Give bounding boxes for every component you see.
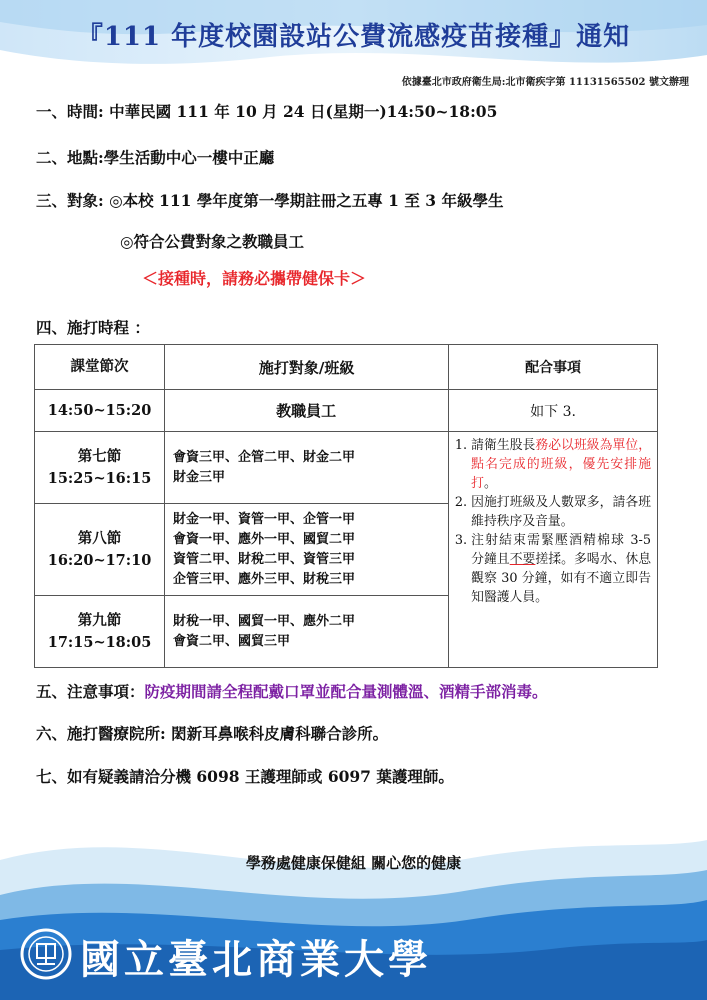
class-line: 財金三甲 xyxy=(173,469,226,485)
classes-cell: 教職員工 xyxy=(165,390,449,432)
time-line: 一、時間: 中華民國 111 年 10 月 24 日(星期一)14:50~18:05 xyxy=(36,102,498,121)
target-line-2: ◎符合公費對象之教職員工 xyxy=(120,232,305,251)
class-line: 會資二甲、國貿三甲 xyxy=(173,633,291,649)
note-underlined: 不要 xyxy=(509,552,536,567)
notes-cell xyxy=(449,432,658,668)
target-line: 三、對象: ◎本校 111 學年度第一學期註冊之五專 1 至 3 年級學生 xyxy=(36,191,504,210)
class-line: 財稅一甲、國貿一甲、應外二甲 xyxy=(173,613,356,629)
class-line: 會資一甲、應外一甲、國貿二甲 xyxy=(173,531,356,547)
page-title: 『111 年度校園設站公費流感疫苗接種』通知 xyxy=(76,22,631,52)
precautions-text: 防疫期間請全程配戴口罩並配合量測體溫、酒精手部消毒。 xyxy=(144,682,548,701)
notes-list xyxy=(455,436,651,607)
class-line: 財金一甲、資管一甲、企管一甲 xyxy=(173,511,356,527)
class-line: 資管二甲、財稅二甲、資管三甲 xyxy=(173,551,356,567)
table-header-row xyxy=(35,345,658,390)
precautions-label: 五、注意事項： xyxy=(36,682,145,701)
period-time: 15:25~16:15 xyxy=(47,469,152,487)
note-item xyxy=(471,531,651,607)
header-notes: 配合事項 xyxy=(449,345,658,390)
school-logo-icon xyxy=(20,928,72,980)
period-time: 16:20~17:10 xyxy=(47,551,152,569)
class-line: 會資三甲、企管二甲、財金二甲 xyxy=(173,449,356,465)
note-text: 因施打班級及人數眾多，請各班維持秩序及音量。 xyxy=(471,495,651,529)
classes-cell xyxy=(165,504,449,596)
note-text: 請衛生股長 xyxy=(471,438,536,453)
classes-cell xyxy=(165,432,449,504)
class-line: 企管三甲、應外三甲、財稅三甲 xyxy=(173,571,356,587)
document-source: 依據臺北市政府衛生局:北市衛疾字第 11131565502 號文辦理 xyxy=(401,77,689,88)
footer-slogan: 學務處健康保健組 關心您的健康 xyxy=(245,854,462,872)
table-row xyxy=(35,432,658,504)
header-classes: 施打對象/班級 xyxy=(165,345,449,390)
period-name: 第八節 xyxy=(77,529,122,547)
period-name: 第九節 xyxy=(77,611,122,629)
note-item xyxy=(471,436,651,493)
note-text: 搓揉。多喝水、休息觀察 30 分鐘，如有不適立即告知醫護人員。 xyxy=(471,552,652,605)
note-text: 注射結束需緊壓酒精棉球 3-5 分鐘且 xyxy=(471,533,651,567)
period-time: 17:15~18:05 xyxy=(47,633,152,651)
place-line: 二、地點:學生活動中心一樓中正廳 xyxy=(36,148,275,167)
health-card-notice: ＜接種時，請務必攜帶健保卡＞ xyxy=(142,269,367,288)
school-name: 國立臺北商業大學 xyxy=(80,936,432,983)
clinic-line: 六、施打醫療院所: 閎新耳鼻喉科皮膚科聯合診所。 xyxy=(36,724,389,743)
schedule-table xyxy=(34,344,658,668)
period-cell xyxy=(35,596,165,668)
period-cell xyxy=(35,504,165,596)
classes-cell xyxy=(165,596,449,668)
note-text: 。 xyxy=(483,476,497,491)
table-row xyxy=(35,390,658,432)
contact-line: 七、如有疑義請洽分機 6098 王護理師或 6097 葉護理師。 xyxy=(36,767,454,786)
precautions-line xyxy=(36,680,548,702)
schedule-heading: 四、施打時程 ： xyxy=(36,318,150,337)
note-cell: 如下 3. xyxy=(449,390,658,432)
note-emphasis: 務必以班級為單位，點名完成的班級，優先安排施打 xyxy=(471,438,652,491)
header-period: 課堂節次 xyxy=(35,345,165,390)
period-cell xyxy=(35,432,165,504)
period-name: 第七節 xyxy=(77,447,122,465)
note-item xyxy=(471,493,651,531)
period-cell: 14:50~15:20 xyxy=(35,390,165,432)
